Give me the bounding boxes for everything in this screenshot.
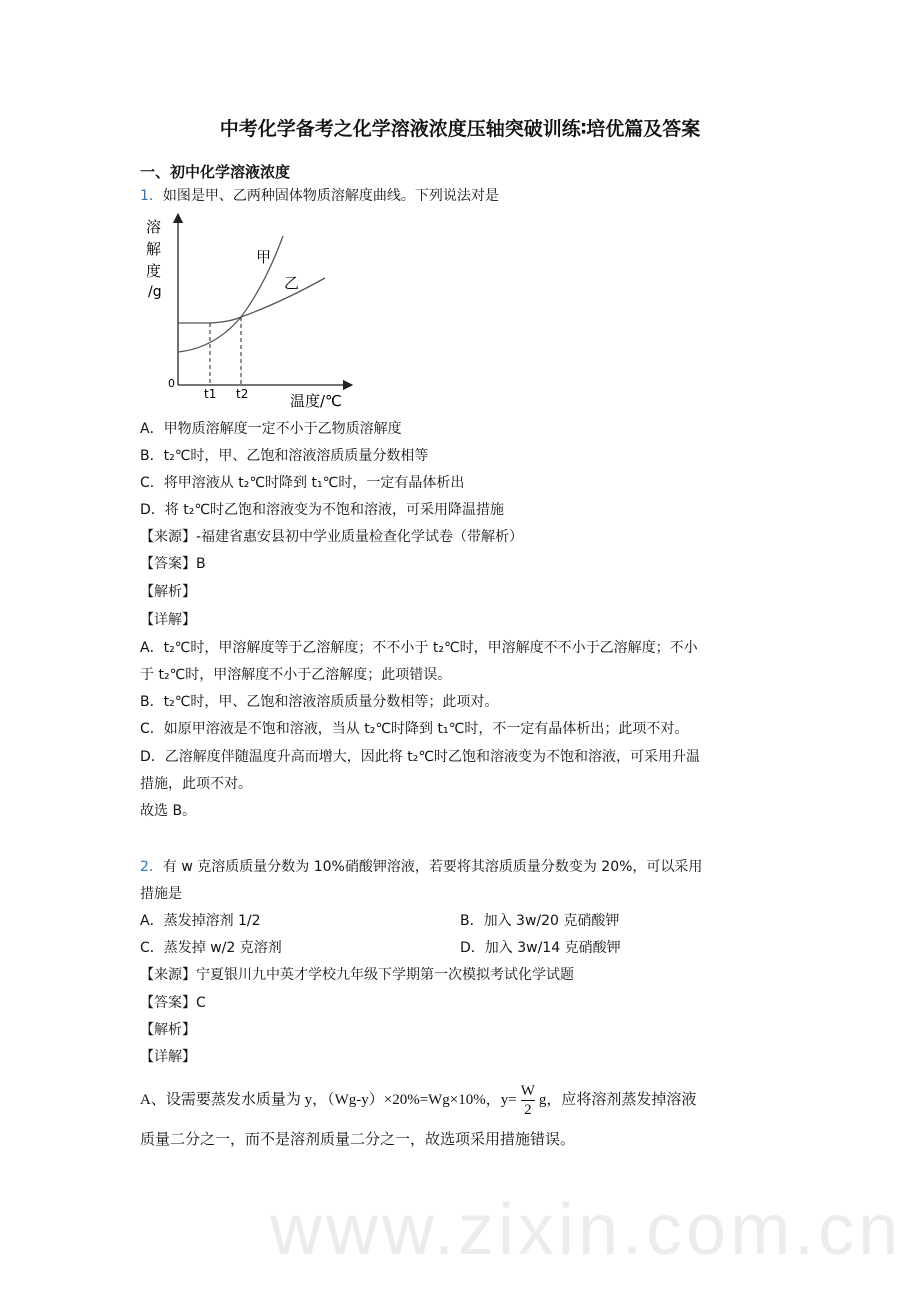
- q1-stem: [140, 186, 499, 206]
- analysis-label: 【解析】: [140, 1022, 196, 1038]
- curve-label-yi: 乙: [284, 274, 300, 292]
- explain-line: 措施，此项不对。: [140, 776, 252, 792]
- curve-yi: [178, 278, 325, 323]
- option-b: B．加入 3w/20 克硝酸钾: [460, 913, 620, 929]
- explain-line: B．t₂℃时，甲、乙饱和溶液溶质质量分数相等；此项对。: [140, 694, 499, 710]
- explain-line: D．乙溶解度伴随温度升高而增大，因此将 t₂℃时乙饱和溶液变为不饱和溶液，可采用升温: [140, 749, 701, 765]
- explain-a-cont: 质量二分之一，而不是溶剂质量二分之一，故选项采用措施错误。: [140, 1132, 576, 1148]
- watermark: www.zixin.com.cn: [270, 1190, 903, 1270]
- question-number: 1．: [140, 188, 163, 204]
- option-d: D．加入 3w/14 克硝酸钾: [460, 940, 621, 956]
- y-label: 溶: [146, 218, 162, 236]
- section-heading: 一、初中化学溶液浓度: [140, 163, 291, 181]
- solubility-graph: [140, 210, 360, 410]
- answer: 【答案】B: [140, 556, 206, 572]
- fraction: [521, 1082, 535, 1119]
- detail-label: 【详解】: [140, 1049, 196, 1065]
- source: 【来源】-福建省惠安县初中学业质量检查化学试卷（带解析）: [140, 529, 524, 545]
- conclusion: 故选 B。: [140, 803, 197, 819]
- t1-label: t1: [204, 387, 217, 401]
- x-label: 温度/℃: [290, 392, 342, 410]
- option-b: B．t₂℃时，甲、乙饱和溶液溶质质量分数相等: [140, 448, 429, 464]
- explain-line: 于 t₂℃时，甲溶解度不小于乙溶解度；此项错误。: [140, 667, 452, 683]
- explain-text: A、设需要蒸发水质量为 y，（Wg-y）×20%=Wg×10%，y=: [140, 1092, 517, 1108]
- question-number: 2．: [140, 859, 163, 875]
- denominator: 2: [524, 1102, 532, 1119]
- answer: 【答案】C: [140, 995, 206, 1011]
- page-title: 中考化学备考之化学溶液浓度压轴突破训练∶培优篇及答案: [219, 118, 701, 140]
- y-label: 度: [146, 262, 162, 280]
- explain-text: g，应将溶剂蒸发掉溶液: [538, 1092, 697, 1108]
- option-a: A．甲物质溶解度一定不小于乙物质溶解度: [140, 421, 402, 437]
- option-c: C．将甲溶液从 t₂℃时降到 t₁℃时，一定有晶体析出: [140, 475, 465, 491]
- explain-line: A．t₂℃时，甲溶解度等于乙溶解度；不不小于 t₂℃时，甲溶解度不不小于乙溶解度；不小: [140, 640, 698, 656]
- y-label: /g: [148, 284, 162, 300]
- origin-label: 0: [168, 377, 175, 390]
- q2-stem-cont: 措施是: [140, 886, 182, 902]
- y-label: 解: [146, 240, 162, 258]
- option-a: A．蒸发掉溶剂 1/2: [140, 913, 261, 929]
- explain-a: [140, 1080, 696, 1120]
- t2-label: t2: [236, 387, 249, 401]
- numerator: W: [520, 1083, 535, 1100]
- question-text: 如图是甲、乙两种固体物质溶解度曲线。下列说法对是: [162, 188, 499, 204]
- q2-stem: [140, 857, 702, 877]
- option-c: C．蒸发掉 w/2 克溶剂: [140, 940, 282, 956]
- curve-label-jia: 甲: [256, 248, 272, 266]
- detail-label: 【详解】: [140, 612, 196, 628]
- option-d: D．将 t₂℃时乙饱和溶液变为不饱和溶液，可采用降温措施: [140, 502, 505, 518]
- question-text: 有 w 克溶质质量分数为 10%硝酸钾溶液，若要将其溶质质量分数变为 20%，可以采用: [162, 859, 703, 875]
- source: 【来源】宁夏银川九中英才学校九年级下学期第一次模拟考试化学试题: [140, 967, 574, 983]
- analysis-label: 【解析】: [140, 584, 196, 600]
- explain-line: C．如原甲溶液是不饱和溶液，当从 t₂℃时降到 t₁℃时，不一定有晶体析出；此项不对。: [140, 721, 689, 737]
